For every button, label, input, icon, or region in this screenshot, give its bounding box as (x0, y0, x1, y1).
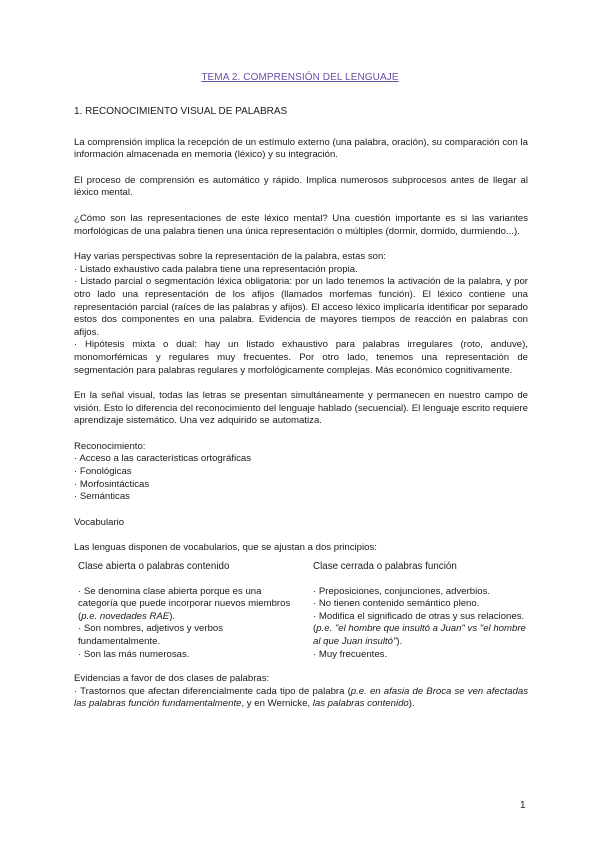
closed-class-example: p.e. "el hombre que insultó a Juan" vs "el hombre al que Juan insultó" (313, 623, 526, 647)
perspective-item: · Listado exhaustivo cada palabra tiene una representación propia. (74, 263, 358, 275)
word-class-columns (74, 561, 528, 661)
perspective-item: · Hipótesis mixta o dual: hay un listado exhaustivo para palabras irregulares (roto, anduve), monomorfémicas y regulares muy frecuentes. Por otro lado, tenemos una representación de segmentación para palabras regulares y morfológicamente complejas. Más económico cognitivamente. (74, 339, 528, 376)
perspective-item: · Listado parcial o segmentación léxica obligatoria: por un lado tenemos la activación de la palabra, y por otro lado una representación de los afijos (llamados morfemas función). El léxico contiene una representación parcial (raíces de las palabras y afijos). El acceso léxico implicaría identificar por separado estos dos componentes en una palabra. Evidencia de mayores tiempos de reacción en palabras con afijos. (74, 276, 528, 338)
evidence-block (74, 673, 528, 711)
closed-class-text: · Modifica el significado de otras y sus relaciones. ( (313, 610, 525, 635)
document-body (74, 106, 528, 711)
evidence-example-2: las palabras contenido (312, 698, 409, 710)
vocabulary-intro: Las lenguas disponen de vocabularios, que se ajustan a dos principios: (74, 542, 377, 554)
closed-class-item (313, 611, 528, 649)
closed-class-list (313, 586, 528, 662)
evidence-text: · Trastornos que afectan diferencialmente cada tipo de palabra ( (74, 685, 351, 697)
open-class-text-end: ). (169, 610, 176, 622)
paragraph-proceso: El proceso de comprensión es automático y rápido. Implica numerosos subprocesos antes de llegar al léxico mental. (74, 174, 528, 199)
open-class-text: · Se denomina clase abierta porque es una categoría que puede incorporar nuevos miembros ( (78, 585, 291, 622)
closed-class-item: · No tienen contenido semántico pleno. (313, 598, 480, 610)
evidence-item (74, 686, 528, 711)
paragraph-senal-visual: En la señal visual, todas las letras se presentan simultáneamente y permanecen en nuestro campo de visión. Esto lo diferencia del reconocimiento del lenguaje hablado (secuencial). El lenguaje escrito requiere aprendizaje sistemático. Una vez adquirido se automatiza. (74, 390, 528, 427)
open-class-column (74, 561, 293, 661)
evidence-heading: Evidencias a favor de dos clases de palabras: (74, 673, 270, 685)
evidence-example: p.e. en afasia de Broca se ven afectadas las palabras función fundamentalmente (74, 685, 528, 710)
open-class-list (78, 586, 293, 662)
page-title: TEMA 2. COMPRENSIÓN DEL LENGUAJE (201, 72, 399, 83)
evidence-text-end: ). (408, 698, 415, 710)
open-class-heading: Clase abierta o palabras contenido (78, 561, 230, 573)
recognition-block (74, 441, 528, 504)
closed-class-item: · Muy frecuentes. (313, 648, 388, 660)
closed-class-text-end: ). (396, 636, 403, 647)
open-class-item: · Son nombres, adjetivos y verbos fundamentalmente. (78, 623, 224, 647)
perspectives-intro: Hay varias perspectivas sobre la representación de la palabra, estas son: (74, 251, 386, 263)
open-class-item: · Son las más numerosas. (78, 648, 190, 660)
recognition-heading: Reconocimiento: (74, 440, 146, 452)
recognition-item: · Morfosintácticas (74, 478, 150, 490)
paragraph-representaciones: ¿Cómo son las representaciones de este léxico mental? Una cuestión importante es si las variantes morfológicas de una palabra tienen una única representación o múltiples (dormir, dormido, durmiendo...). (74, 212, 528, 237)
closed-class-item: · Preposiciones, conjunciones, adverbios. (313, 585, 491, 597)
closed-class-heading: Clase cerrada o palabras función (313, 561, 457, 573)
perspectives-block (74, 251, 528, 377)
evidence-text-mid: , y en Wernicke, (241, 698, 313, 710)
recognition-item: · Semánticas (74, 491, 130, 503)
recognition-item: · Fonológicas (74, 466, 132, 478)
recognition-item: · Acceso a las características ortográficas (74, 453, 252, 465)
open-class-example: p.e. novedades RAE (81, 610, 170, 622)
paragraph-comprension: La comprensión implica la recepción de un estímulo externo (una palabra, oración), su comparación con la información almacenada en memoria (léxico) y su integración. (74, 136, 528, 161)
closed-class-column (309, 561, 528, 661)
section-heading: 1. RECONOCIMIENTO VISUAL DE PALABRAS (74, 106, 288, 117)
page-number: 1 (520, 800, 526, 811)
vocabulary-heading: Vocabulario (74, 516, 125, 528)
open-class-item (78, 586, 293, 624)
